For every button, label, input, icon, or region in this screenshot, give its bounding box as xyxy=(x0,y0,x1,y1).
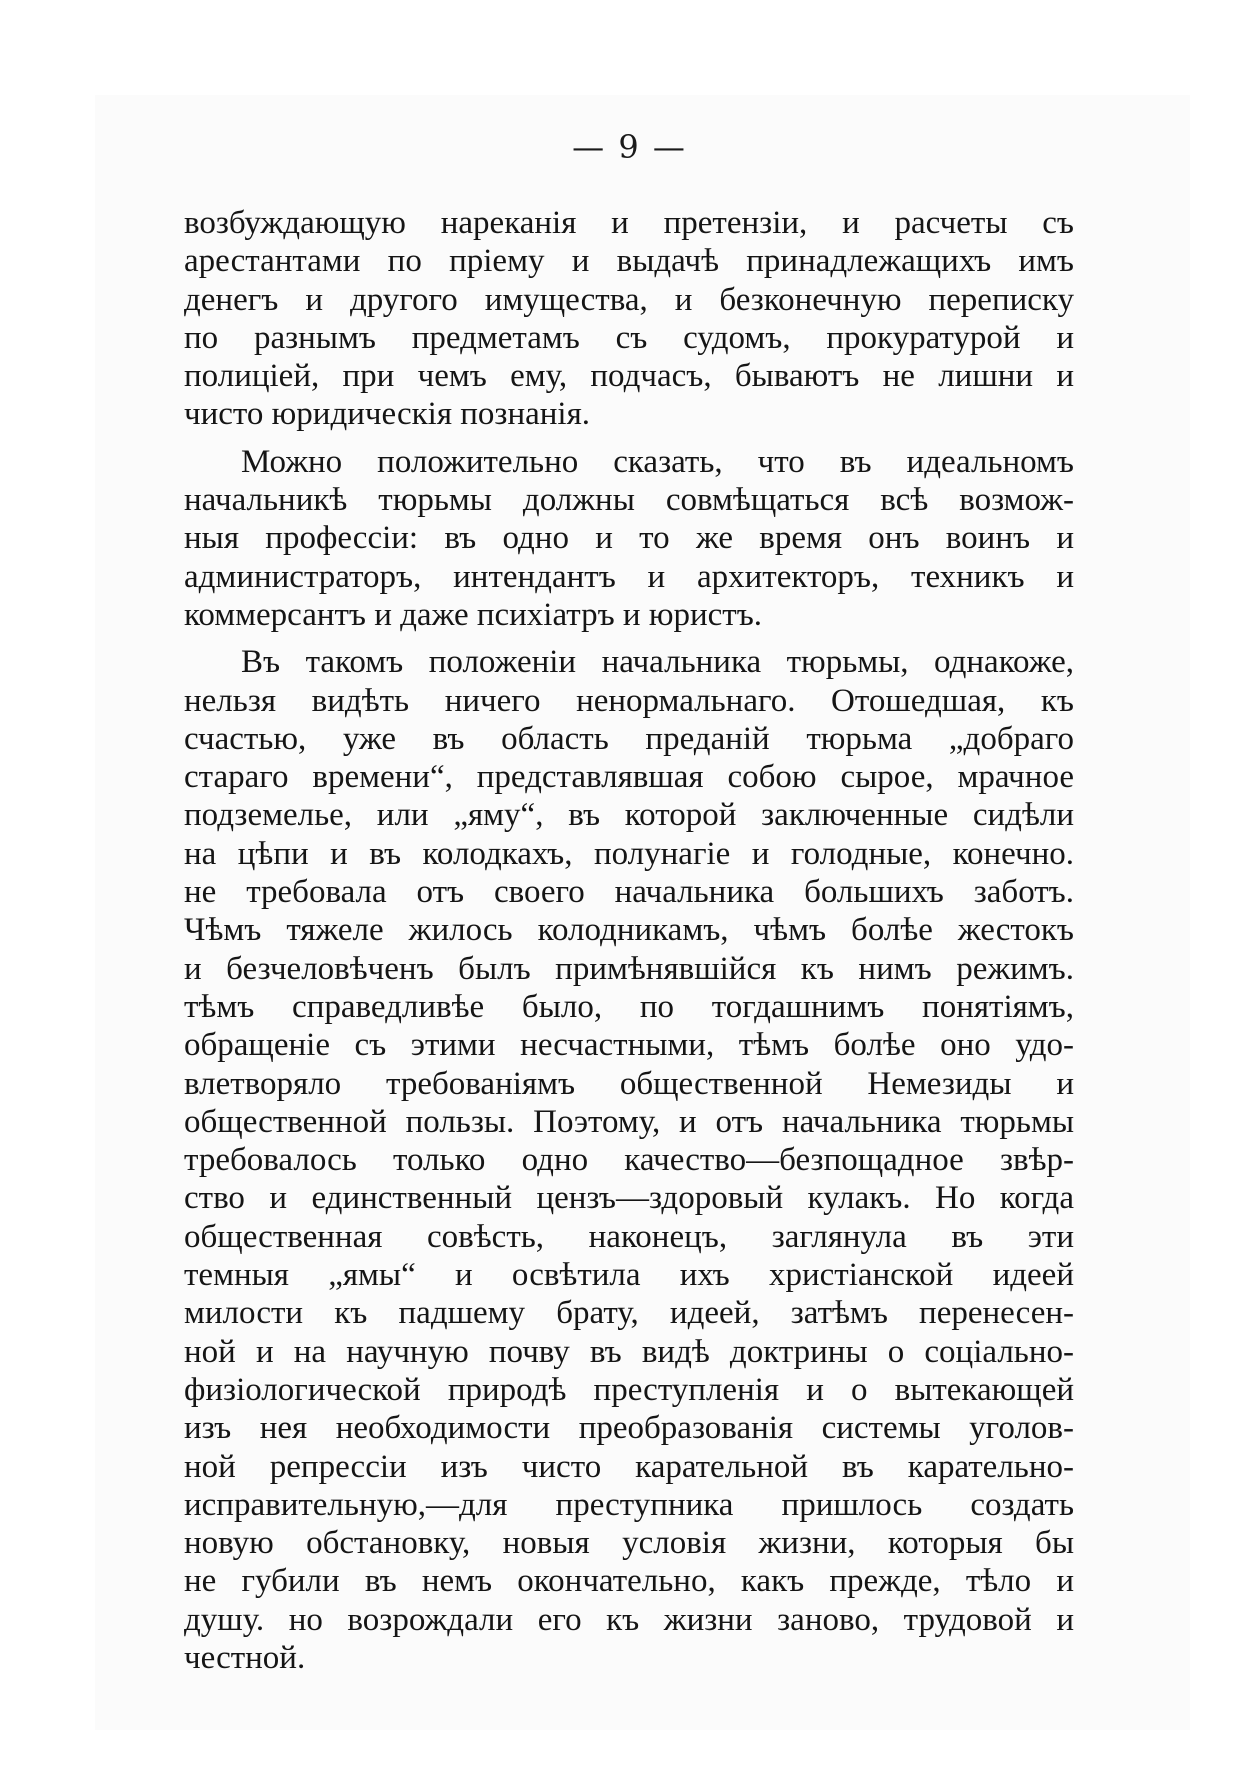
text-line: милости къ падшему брату, идеей, затѣмъ перенесен- xyxy=(184,1295,1074,1332)
paragraph-3 xyxy=(184,643,1074,1677)
text-line: не губили въ немъ окончательно, какъ прежде, тѣло и xyxy=(184,1563,1074,1600)
text-line: новую обстановку, новыя условія жизни, которыя бы xyxy=(184,1525,1074,1562)
text-line: начальникѣ тюрьмы должны совмѣщаться всѣ возмож- xyxy=(184,482,1074,519)
text-line: коммерсантъ и даже психіатръ и юристъ. xyxy=(184,596,763,633)
text-line: душу. но возрождали его къ жизни заново, трудовой и xyxy=(184,1601,1074,1638)
text-line: ной и на научную почву въ видѣ доктрины о соціально- xyxy=(184,1333,1074,1370)
text-line: общественной пользы. Поэтому, и отъ начальника тюрьмы xyxy=(184,1103,1074,1140)
text-line: не требовала отъ своего начальника большихъ заботъ. xyxy=(184,874,1074,911)
text-line: нельзя видѣть ничего ненормальнаго. Отошедшая, къ xyxy=(184,682,1074,719)
text-line: ство и единственный цензъ—здоровый кулакъ. Но когда xyxy=(184,1180,1074,1217)
text-line: по разнымъ предметамъ съ судомъ, прокуратурой и xyxy=(184,319,1074,356)
text-line: изъ нея необходимости преобразованія системы уголов- xyxy=(184,1410,1074,1447)
text-line: тѣмъ справедливѣе было, по тогдашнимъ понятіямъ, xyxy=(184,988,1074,1025)
paragraph-2 xyxy=(184,443,1074,634)
text-line: ныя профессіи: въ одно и то же время онъ воинъ и xyxy=(184,520,1074,557)
text-line: обращеніе съ этими несчастными, тѣмъ болѣе оно удо- xyxy=(184,1027,1074,1064)
text-line: подземелье, или „яму“, въ которой заключенные сидѣли xyxy=(184,797,1074,834)
text-line: счастью, уже въ область преданій тюрьма „добраго xyxy=(184,720,1074,757)
text-line: арестантами по пріему и выдачѣ принадлежащихъ имъ xyxy=(184,243,1074,280)
text-line: темныя „ямы“ и освѣтила ихъ христіанской идеей xyxy=(184,1257,1074,1294)
text-line: денегъ и другого имущества, и безконечную переписку xyxy=(184,281,1074,318)
body-text xyxy=(184,204,1074,1677)
text-line: на цѣпи и въ колодкахъ, полунагіе и голодные, конечно. xyxy=(184,835,1074,872)
text-line: общественная совѣсть, наконецъ, заглянула въ эти xyxy=(184,1218,1074,1255)
text-line: чисто юридическія познанія. xyxy=(184,396,591,433)
text-line: влетворяло требованіямъ общественной Немезиды и xyxy=(184,1065,1074,1102)
text-line: и безчеловѣченъ былъ примѣнявшійся къ нимъ режимъ. xyxy=(184,950,1074,987)
text-line: честной. xyxy=(184,1639,306,1676)
text-line: Можно положительно сказать, что въ идеальномъ xyxy=(241,443,1074,480)
text-line: ной репрессіи изъ чисто карательной въ карательно- xyxy=(184,1448,1074,1485)
page-number: — 9 — xyxy=(572,128,687,166)
text-line: Чѣмъ тяжеле жилось колодникамъ, чѣмъ болѣе жестокъ xyxy=(184,912,1074,949)
text-line: администраторъ, интендантъ и архитекторъ, техникъ и xyxy=(184,558,1074,595)
text-line: исправительную,—для преступника пришлось создать xyxy=(184,1486,1074,1523)
text-line: Въ такомъ положеніи начальника тюрьмы, однакоже, xyxy=(241,644,1074,681)
text-line: физіологической природѣ преступленія и о вытекающей xyxy=(184,1371,1074,1408)
text-line: возбуждающую нареканія и претензіи, и расчеты съ xyxy=(184,205,1074,241)
text-line: стараго времени“, представлявшая собою сырое, мрачное xyxy=(184,759,1074,796)
paragraph-1 xyxy=(184,204,1074,434)
text-line: требовалось только одно качество—безпощадное звѣр- xyxy=(184,1142,1074,1179)
text-line: полиціей, при чемъ ему, подчасъ, бываютъ не лишни и xyxy=(184,358,1074,395)
